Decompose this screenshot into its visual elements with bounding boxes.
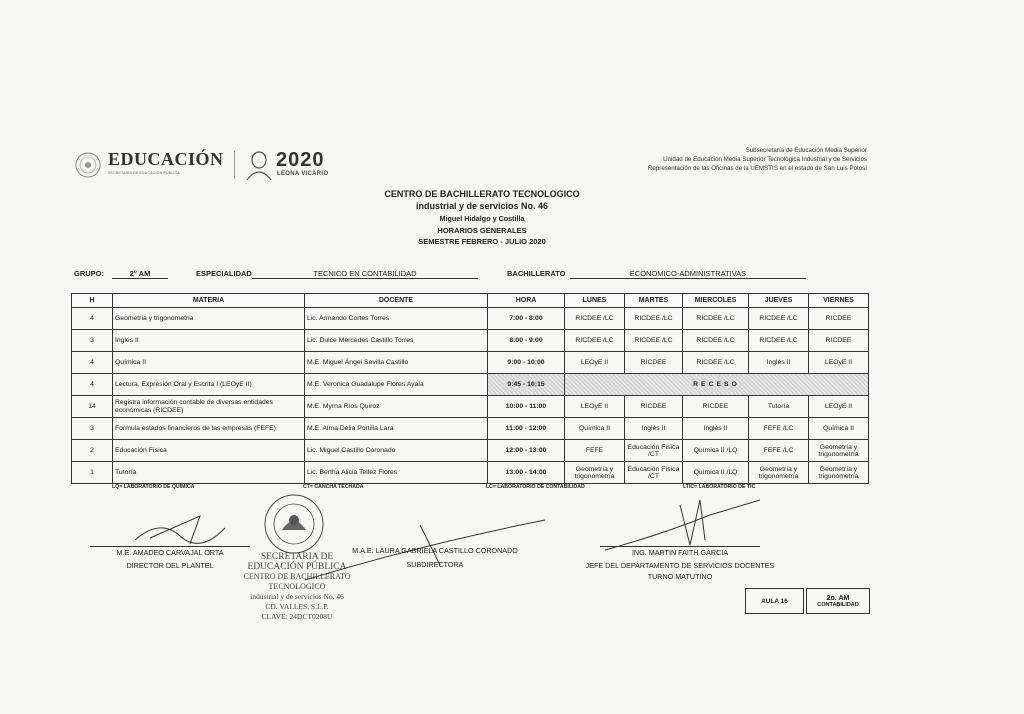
subdirector-block	[335, 546, 535, 569]
cell-day: Geometría y trigonometría	[809, 440, 869, 462]
cell-teacher: M.E. Veronica Guadalupe Flores Ayala	[305, 374, 488, 396]
cell-teacher: Lic. Miguel Castillo Coronado	[305, 440, 488, 462]
director-title: DIRECTOR DEL PLANTEL	[126, 561, 214, 570]
director-name: M.E. AMADEO CARVAJAL ORTA	[90, 546, 250, 557]
cell-day: Educación Física /CT	[625, 462, 683, 484]
cell-subject: Registra información contable de diversas entidades económicas (RICDEE)	[113, 396, 305, 418]
cell-time: 10:00 - 11:00	[488, 396, 565, 418]
cell-time: 13:00 - 14:00	[488, 462, 565, 484]
cell-day: RICDEE /LC	[749, 330, 809, 352]
cell-day: RICDEE /LC	[683, 330, 749, 352]
jefe-shift: TURNO MATUTINO	[647, 572, 713, 581]
cell-day: RICDEE /LC	[625, 308, 683, 330]
aula-label: AULA 16	[761, 597, 788, 605]
cell-day: LEOyE II	[809, 396, 869, 418]
table-row	[72, 330, 869, 352]
cell-time: 9:45 - 10:15	[488, 374, 565, 396]
cell-hours: 3	[72, 330, 113, 352]
header-right-line: Representación de las Oficinas de la UEMSTIS en el estado de San Luis Potosí	[647, 165, 867, 172]
cell-subject: Inglés II	[113, 330, 305, 352]
jefe-name: ING. MARTIN FAITH GARCIA	[600, 546, 760, 557]
cell-day: LEOyE II	[809, 352, 869, 374]
document-title: HORARIOS GENERALES	[437, 226, 527, 235]
table-row-receso	[72, 374, 869, 396]
stamp-line: CD. VALLES, S.L.P.	[265, 602, 329, 611]
cell-time: 9:00 - 10:00	[488, 352, 565, 374]
cell-subject: Geometria y trigonometria	[113, 308, 305, 330]
header-right-line: Unidad de Educación Media Superior Tecnológica Industrial y de Servicios	[663, 156, 867, 163]
cell-teacher: Lic. Dulce Mercedes Castillo Torres	[305, 330, 488, 352]
school-patron: Miguel Hidalgo y Costilla	[439, 214, 525, 223]
grupo-value: 2° AM	[112, 269, 168, 279]
education-logo-subtext: SECRETARÍA DE EDUCACIÓN PÚBLICA	[108, 171, 180, 175]
cell-hours: 1	[72, 462, 113, 484]
cell-day: FEFE /LC	[749, 440, 809, 462]
col-header: LUNES	[565, 294, 625, 308]
stamp-line: CENTRO DE BACHILLERATO	[243, 572, 351, 581]
sep-seal-icon	[74, 151, 102, 184]
header-right-block	[567, 146, 867, 173]
cell-teacher: Lic. Armando Cortes Torres	[305, 308, 488, 330]
cell-hours: 4	[72, 352, 113, 374]
director-signature-icon	[130, 508, 240, 548]
cell-hours: 2	[72, 440, 113, 462]
cell-day: Geometría y trigonometría	[809, 462, 869, 484]
cell-day: Inglés II	[683, 418, 749, 440]
cell-time: 12:00 - 13:00	[488, 440, 565, 462]
subdirector-name: M.A.E. LAURA GABRIELA CASTILLO CORONADO	[352, 546, 518, 555]
group-box-line2: CONTABILIDAD	[817, 601, 859, 608]
col-header: MARTES	[625, 294, 683, 308]
table-row	[72, 440, 869, 462]
official-seal-icon	[262, 492, 326, 556]
bachillerato-label: BACHILLERATO	[507, 269, 566, 278]
cell-day: Inglés II	[749, 352, 809, 374]
cell-hours: 4	[72, 308, 113, 330]
leona-vicario-portrait-icon	[243, 150, 275, 185]
cell-day: Química II	[809, 418, 869, 440]
cell-day: Geometría y trigonometría	[749, 462, 809, 484]
cell-day: RICDEE	[809, 308, 869, 330]
cell-day: RICDEE /LC	[565, 330, 625, 352]
cell-time: 7:00 - 8:00	[488, 308, 565, 330]
col-header: H	[72, 294, 113, 308]
director-block	[90, 546, 250, 570]
table-header-row	[72, 294, 869, 308]
header-right-line: Subsecretaría de Educación Media Superior	[745, 147, 867, 154]
especialidad-label: ESPECIALIDAD	[196, 269, 252, 278]
subdirector-title: SUBDIRECTORA	[406, 560, 464, 569]
stamp-line: CLAVE: 24DCT0208U	[261, 612, 333, 621]
cell-day: RICDEE	[809, 330, 869, 352]
cell-subject: Tutoría	[113, 462, 305, 484]
school-name: CENTRO DE BACHILLERATO TECNOLOGICO	[384, 189, 580, 199]
cell-day: RICDEE /LC	[683, 352, 749, 374]
stamp-line: EDUCACIÓN PÚBLICA	[247, 562, 347, 572]
cell-day: RICDEE	[683, 396, 749, 418]
cell-teacher: M.E. Alma Delia Portilla Lara	[305, 418, 488, 440]
cell-day: RICDEE	[625, 352, 683, 374]
cell-time: 11:00 - 12:00	[488, 418, 565, 440]
col-header: MATERIA	[113, 294, 305, 308]
cell-day: RICDEE /LC	[565, 308, 625, 330]
legend-lc: LC= LABORATORIO DE CONTABILIDAD	[486, 484, 585, 490]
education-logo-text: EDUCACIÓN	[108, 149, 224, 169]
group-box-line1: 2o. AM	[826, 594, 850, 602]
cell-day: Química II /LQ	[683, 462, 749, 484]
cell-day: LEOyE II	[565, 396, 625, 418]
cell-day: Química II /LQ	[683, 440, 749, 462]
table-row	[72, 462, 869, 484]
cell-day: Educación Física /CT	[625, 440, 683, 462]
cell-subject: Formula estados financieros de las empresas (FEFE)	[113, 418, 305, 440]
cell-teacher: Lic. Bertha Alicia Tellez Flores	[305, 462, 488, 484]
cell-day: FEFE	[565, 440, 625, 462]
col-header: DOCENTE	[305, 294, 488, 308]
legend-ltic: LTIC= LABORATORIO DE TIC	[683, 484, 756, 490]
col-header: MIERCOLES	[683, 294, 749, 308]
cell-subject: Química II	[113, 352, 305, 374]
cell-day: RICDEE /LC	[683, 308, 749, 330]
jefe-title: JEFE DEL DEPARTAMENTO DE SERVICIOS DOCENTES	[585, 561, 775, 570]
semester: SEMESTRE FEBRERO - JULIO 2020	[418, 237, 546, 246]
cell-subject: Lectura, Expresión Oral y Escrita I (LEOyE II)	[113, 374, 305, 396]
table-row	[72, 418, 869, 440]
col-header: VIERNES	[809, 294, 869, 308]
bachillerato-value: ECONOMICO-ADMINISTRATIVAS	[570, 269, 806, 279]
cell-time: 8:00 - 9:00	[488, 330, 565, 352]
col-header: HORA	[488, 294, 565, 308]
cell-hours: 4	[72, 374, 113, 396]
jefe-block	[560, 546, 800, 581]
receso-banner: RECESO	[565, 374, 869, 396]
cell-teacher: M.E. Miguel Ángel Sevilla Castillo	[305, 352, 488, 374]
cell-hours: 14	[72, 396, 113, 418]
cell-day: Química II	[565, 418, 625, 440]
cell-day: RICDEE /LC	[625, 330, 683, 352]
cell-subject: Educación Física	[113, 440, 305, 462]
schedule-table	[71, 293, 869, 484]
school-subname: industrial y de servicios No. 46	[415, 201, 549, 211]
cell-day: RICDEE	[625, 396, 683, 418]
logo-divider	[234, 151, 235, 179]
cell-day: Tutoría	[749, 396, 809, 418]
stamp-line: industrial y de servicios No. 46	[250, 592, 344, 601]
cell-day: LEOyE II	[565, 352, 625, 374]
col-header: JUEVES	[749, 294, 809, 308]
legend-ct: CT= CANCHA TECHADA	[303, 484, 364, 490]
cell-teacher: M.E. Myrna Ríos Quiroz	[305, 396, 488, 418]
cell-day: Geometría y trigonometría	[565, 462, 625, 484]
aula-box	[745, 588, 804, 614]
cell-hours: 3	[72, 418, 113, 440]
grupo-label: GRUPO:	[74, 269, 104, 278]
cell-day: FEFE /LC	[749, 418, 809, 440]
cell-day: Inglés II	[625, 418, 683, 440]
stamp-line: SECRETARIA DE	[260, 552, 334, 562]
titles-block	[362, 188, 602, 247]
table-row	[72, 308, 869, 330]
especialidad-value: TECNICO EN CONTABILIDAD	[252, 269, 478, 279]
stamp-line: TECNOLOGICO	[268, 582, 326, 591]
cell-day: RICDEE /LC	[749, 308, 809, 330]
year-logo: 2020	[276, 149, 325, 171]
table-row	[72, 396, 869, 418]
legend-lq: LQ= LABORATORIO DE QUIMICA	[112, 484, 195, 490]
group-box	[806, 588, 870, 614]
year-logo-subtext: LEONA VICARIO	[277, 171, 329, 177]
table-row	[72, 352, 869, 374]
